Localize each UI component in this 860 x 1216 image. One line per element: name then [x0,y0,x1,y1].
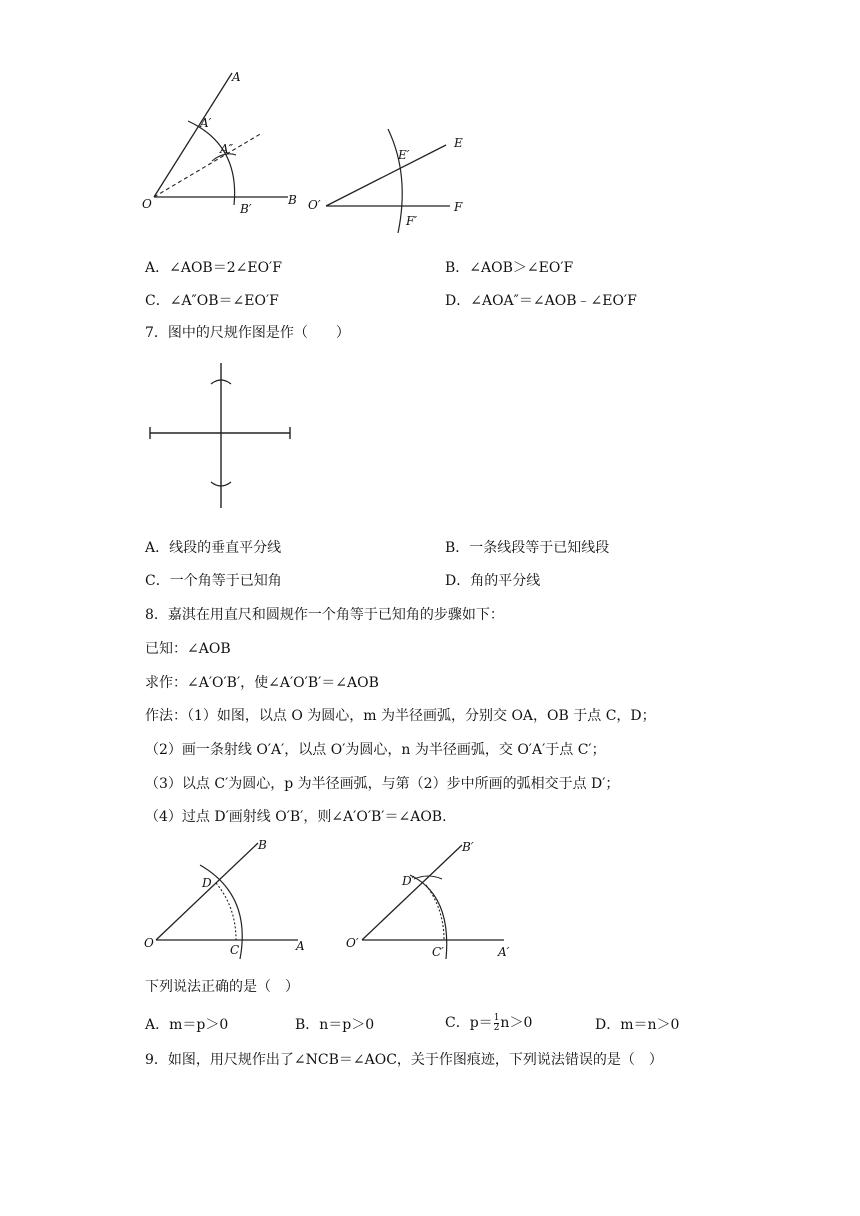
q7-option-b: B．一条线段等于已知线段 [445,540,610,556]
label-o: O [142,197,152,211]
label-b-prime: B′ [462,840,474,854]
q8-option-c [445,1012,532,1033]
dotted-arc-2 [426,885,444,940]
q8-step-1: 作法：（1）如图，以点 O 为圆心，m 为半径画弧，分别交 OA，OB 于点 C，D； [145,708,656,724]
q8-known: 已知：∠AOB [145,641,231,657]
q7-option-d: D．角的平分线 [445,573,541,589]
fraction-one-half [494,1014,500,1033]
q6-option-a: A．∠AOB＝2∠EO′F [145,260,282,276]
label-a-double-prime: A″ [220,142,234,156]
q6-option-b: B．∠AOB＞∠EO′F [445,260,574,276]
ray-o1b1 [362,845,462,940]
q8-required: 求作：∠A′O′B′，使∠A′O′B′＝∠AOB [145,675,379,691]
q7-option-a: A．线段的垂直平分线 [145,540,282,556]
label-a-prime: A′ [498,945,510,959]
label-o: O [144,936,154,950]
label-o-prime: O′ [308,198,321,212]
label-f: F [454,200,463,214]
label-d: D [202,876,212,890]
q8-stem: 8．嘉淇在用直尺和圆规作一个角等于已知角的步骤如下： [145,607,504,623]
q8-option-d: D．m＝n＞0 [595,1017,680,1033]
label-b: B [258,838,267,852]
label-b: B [288,193,297,207]
label-a: A [232,70,241,84]
label-o-prime: O′ [346,936,359,950]
label-c-prime: C′ [432,945,444,959]
q8-option-c-prefix: C．p＝ [445,1015,493,1031]
label-b-prime: B′ [240,202,252,216]
q8-question: 下列说法正确的是（ ） [145,979,299,995]
ray-oa [154,73,232,197]
figure-q8 [140,835,530,965]
arc-right [388,129,402,233]
label-a: A [296,939,305,953]
q8-option-c-suffix: n＞0 [500,1015,533,1031]
label-e-prime: E′ [398,148,410,162]
q6-option-d: D．∠AOA″＝∠AOB﹣∠EO′F [445,293,637,309]
label-c: C [230,943,240,957]
q8-step-4: （4）过点 D′画射线 O′B′，则∠A′O′B′＝∠AOB. [145,809,447,825]
label-f-prime: F′ [406,214,418,228]
q8-step-2: （2）画一条射线 O′A′，以点 O′为圆心，n 为半径画弧，交 O′A′于点 C′； [145,742,606,758]
fraction-numerator: 1 [493,1012,500,1023]
q8-option-b: B．n＝p＞0 [295,1017,375,1033]
ray-oa2-dashed [154,133,262,197]
q9-stem: 9．如图，用尺规作出了∠NCB＝∠AOC，关于作图痕迹，下列说法错误的是（ ） [145,1052,663,1068]
q6-option-c: C．∠A″OB＝∠EO′F [145,293,279,309]
label-d-prime: D′ [402,874,415,888]
label-a-prime: A′ [200,116,212,130]
dotted-arc [216,883,236,940]
q8-step-3: （3）以点 C′为圆心，p 为半径画弧，与第（2）步中所画的弧相交于点 D′； [145,776,620,792]
q8-option-a: A．m＝p＞0 [145,1017,229,1033]
q7-stem: 7．图中的尺规作图是作（ ） [145,325,350,341]
figure-q7 [145,358,295,513]
q7-option-c: C．一个角等于已知角 [145,573,282,589]
ray-ob [156,843,258,940]
label-e: E [454,136,463,150]
figure-q6 [140,65,480,240]
ray-oe [326,145,446,206]
fraction-denominator: 2 [493,1022,500,1033]
